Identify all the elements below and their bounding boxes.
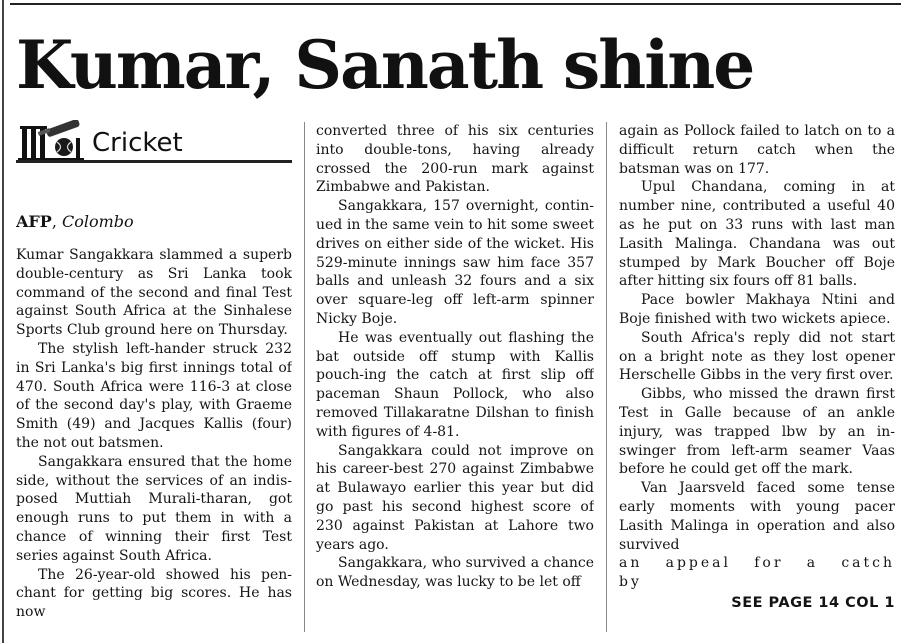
headline: Kumar, Sanath shine — [16, 26, 754, 104]
paragraph: The 26-year-old showed his pen-chant for getting big scores. He has now — [16, 566, 292, 621]
left-border-rule — [2, 0, 4, 643]
article-column-2 — [316, 122, 594, 637]
section-underline — [16, 160, 292, 163]
paragraph: Van Jaarsveld faced some tense early moments with young pacer Lasith Malinga in operation and also survived — [619, 480, 895, 553]
paragraph: Sangakkara, who survived a chance on Wednesday, was lucky to be let off — [316, 555, 594, 591]
paragraph: Kumar Sangakkara slammed a superb double-century as Sri Lanka took command of the second and final Test against South Africa at the Sinhalese Sports Club ground here on Thursday. — [16, 247, 292, 339]
article-column-3 — [619, 122, 895, 637]
paragraph: again as Pollock failed to latch on to a difficult return catch when the batsman was on 177. — [619, 123, 895, 177]
paragraph: Upul Chandana, coming in at number nine, contributed a useful 40 as he put on 33 runs with last man Lasith Malinga. Chandana was out stumped by Mark Boucher off Boje after hitting six fours off 81 balls. — [619, 179, 895, 290]
section-label: Cricket — [92, 128, 183, 158]
section-header — [16, 118, 292, 164]
paragraph: an appeal for a catch by — [619, 555, 895, 591]
paragraph: Sangakkara ensured that the home side, without the services of an indis-posed Muttiah Murali-tharan, got enough runs to put them in with a chance of winning their first Test series against South Africa. — [16, 453, 292, 564]
top-border-rule — [10, 3, 901, 5]
paragraph: Sangakkara could not improve on his career-best 270 against Zimbabwe at Bulawayo earlier this year but did go past his second highest score of 230 against Pakistan at Lahore two years ago. — [316, 442, 594, 553]
dateline: AFP, Colombo — [16, 212, 134, 231]
column-divider — [304, 122, 305, 632]
continuation-jump: SEE PAGE 14 COL 1 — [731, 594, 895, 611]
dateline-agency: AFP — [16, 212, 52, 231]
paragraph: Pace bowler Makhaya Ntini and Boje finished with two wickets apiece. — [619, 292, 895, 327]
cricket-bat-ball-icon — [16, 120, 88, 166]
paragraph: Sangakkara, 157 overnight, contin-ued in the same vein to hit some sweet drives on either side of the wicket. His 529-minute innings saw him face 357 balls and unleash 32 fours and a six over square-leg off left-arm spinner Nicky Boje. — [316, 198, 594, 327]
paragraph: converted three of his six centuries into double-tons, having already crossed the 200-run mark against Zimbabwe and Pakistan. — [316, 123, 594, 196]
column-divider — [606, 122, 607, 632]
paragraph: South Africa's reply did not start on a bright note as they lost opener Herschelle Gibbs in the very first over. — [619, 329, 895, 384]
paragraph: Gibbs, who missed the drawn first Test in Galle because of an ankle injury, was trapped lbw by an in-swinger from left-arm seamer Vaas before he could get off the mark. — [619, 386, 895, 478]
paragraph: He was eventually out flashing the bat outside off stump with Kallis pouch-ing the catch at first slip off paceman Shaun Pollock, who also removed Tillakaratne Dilshan to finish with figures of 4-81. — [316, 329, 594, 440]
paragraph: The stylish left-hander struck 232 in Sri Lanka's big first innings total of 470. South Africa were 116-3 at close of the second day's play, with Graeme Smith (49) and Jacques Kallis (four) the not out batsmen. — [16, 340, 292, 451]
dateline-place: Colombo — [61, 212, 134, 231]
article-column-1 — [16, 118, 292, 633]
